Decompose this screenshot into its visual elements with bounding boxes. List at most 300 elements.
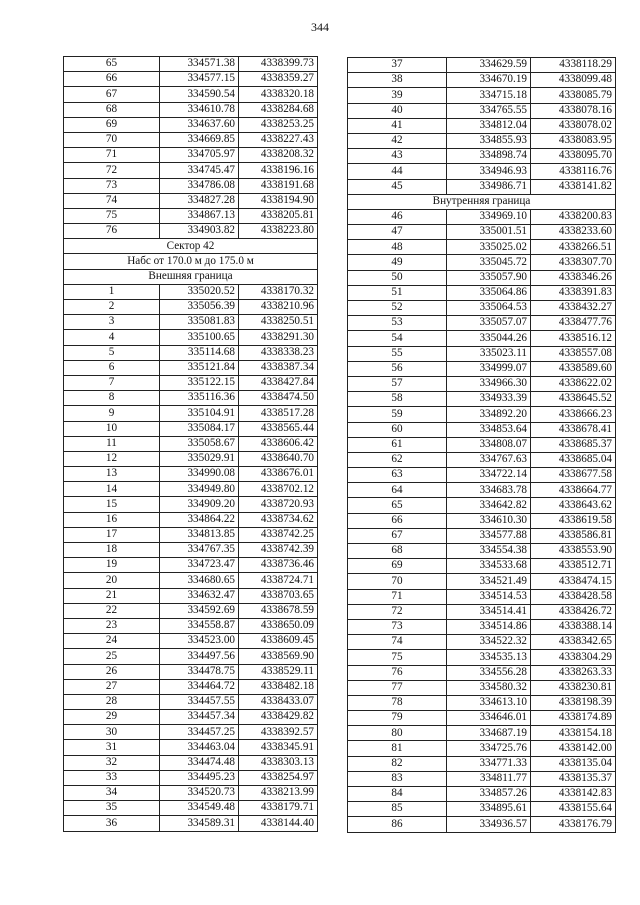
x-coordinate-cell: 334613.10 xyxy=(447,695,531,710)
table-row xyxy=(348,361,616,376)
y-coordinate-cell: 4338664.77 xyxy=(531,483,616,498)
point-number-cell: 37 xyxy=(348,58,447,73)
y-coordinate-cell: 4338142.83 xyxy=(531,787,616,802)
y-coordinate-cell: 4338233.60 xyxy=(531,225,616,240)
table-row xyxy=(348,225,616,240)
y-coordinate-cell: 4338392.57 xyxy=(239,725,318,740)
y-coordinate-cell: 4338517.28 xyxy=(239,406,318,421)
table-row xyxy=(64,375,318,390)
point-number-cell: 70 xyxy=(64,132,160,147)
table-row xyxy=(348,452,616,467)
section-header-row xyxy=(64,239,318,254)
table-row xyxy=(348,771,616,786)
x-coordinate-cell: 334523.00 xyxy=(160,634,239,649)
x-coordinate-cell: 334514.41 xyxy=(447,604,531,619)
point-number-cell: 32 xyxy=(64,755,160,770)
y-coordinate-cell: 4338516.12 xyxy=(531,331,616,346)
point-number-cell: 71 xyxy=(64,148,160,163)
y-coordinate-cell: 4338720.93 xyxy=(239,497,318,512)
x-coordinate-cell: 334521.49 xyxy=(447,574,531,589)
point-number-cell: 50 xyxy=(348,270,447,285)
x-coordinate-cell: 334986.71 xyxy=(447,179,531,194)
table-row xyxy=(64,482,318,497)
table-row xyxy=(64,618,318,633)
y-coordinate-cell: 4338565.44 xyxy=(239,421,318,436)
table-row xyxy=(348,118,616,133)
point-number-cell: 72 xyxy=(64,163,160,178)
point-number-cell: 66 xyxy=(64,72,160,87)
y-coordinate-cell: 4338170.32 xyxy=(239,284,318,299)
y-coordinate-cell: 4338078.02 xyxy=(531,118,616,133)
table-row xyxy=(348,817,616,832)
y-coordinate-cell: 4338432.27 xyxy=(531,301,616,316)
y-coordinate-cell: 4338291.30 xyxy=(239,330,318,345)
table-row xyxy=(348,285,616,300)
y-coordinate-cell: 4338678.59 xyxy=(239,603,318,618)
x-coordinate-cell: 334463.04 xyxy=(160,740,239,755)
x-coordinate-cell: 334909.20 xyxy=(160,497,239,512)
y-coordinate-cell: 4338250.51 xyxy=(239,315,318,330)
y-coordinate-cell: 4338078.16 xyxy=(531,103,616,118)
table-row xyxy=(64,391,318,406)
point-number-cell: 9 xyxy=(64,406,160,421)
point-number-cell: 43 xyxy=(348,149,447,164)
table-row xyxy=(64,527,318,542)
table-row xyxy=(64,558,318,573)
y-coordinate-cell: 4338569.90 xyxy=(239,649,318,664)
point-number-cell: 35 xyxy=(64,801,160,816)
table-row xyxy=(348,559,616,574)
point-number-cell: 28 xyxy=(64,694,160,709)
point-number-cell: 68 xyxy=(64,102,160,117)
point-number-cell: 65 xyxy=(64,57,160,72)
table-row xyxy=(348,574,616,589)
x-coordinate-cell: 334767.35 xyxy=(160,543,239,558)
x-coordinate-cell: 334497.56 xyxy=(160,649,239,664)
y-coordinate-cell: 4338650.09 xyxy=(239,618,318,633)
x-coordinate-cell: 334765.55 xyxy=(447,103,531,118)
point-number-cell: 56 xyxy=(348,361,447,376)
x-coordinate-cell: 334786.08 xyxy=(160,178,239,193)
x-coordinate-cell: 334669.85 xyxy=(160,132,239,147)
y-coordinate-cell: 4338609.45 xyxy=(239,634,318,649)
point-number-cell: 7 xyxy=(64,375,160,390)
point-number-cell: 80 xyxy=(348,726,447,741)
point-number-cell: 78 xyxy=(348,695,447,710)
point-number-cell: 82 xyxy=(348,756,447,771)
y-coordinate-cell: 4338640.70 xyxy=(239,451,318,466)
table-row xyxy=(348,209,616,224)
y-coordinate-cell: 4338155.64 xyxy=(531,802,616,817)
coordinates-table-right xyxy=(347,57,616,833)
section-header: Внешняя граница xyxy=(64,269,318,284)
point-number-cell: 70 xyxy=(348,574,447,589)
x-coordinate-cell: 334629.59 xyxy=(447,58,531,73)
table-row xyxy=(348,316,616,331)
table-row xyxy=(348,407,616,422)
x-coordinate-cell: 334892.20 xyxy=(447,407,531,422)
y-coordinate-cell: 4338474.15 xyxy=(531,574,616,589)
point-number-cell: 62 xyxy=(348,452,447,467)
x-coordinate-cell: 334949.80 xyxy=(160,482,239,497)
point-number-cell: 63 xyxy=(348,468,447,483)
y-coordinate-cell: 4338426.72 xyxy=(531,604,616,619)
point-number-cell: 85 xyxy=(348,802,447,817)
section-header: Набс от 170.0 м до 175.0 м xyxy=(64,254,318,269)
section-header-row xyxy=(64,254,318,269)
table-row xyxy=(64,634,318,649)
table-row xyxy=(348,437,616,452)
x-coordinate-cell: 334933.39 xyxy=(447,392,531,407)
y-coordinate-cell: 4338142.00 xyxy=(531,741,616,756)
y-coordinate-cell: 4338742.25 xyxy=(239,527,318,542)
point-number-cell: 22 xyxy=(64,603,160,618)
table-row xyxy=(348,680,616,695)
table-row xyxy=(348,589,616,604)
x-coordinate-cell: 335044.26 xyxy=(447,331,531,346)
y-coordinate-cell: 4338194.90 xyxy=(239,193,318,208)
point-number-cell: 74 xyxy=(64,193,160,208)
x-coordinate-cell: 334946.93 xyxy=(447,164,531,179)
y-coordinate-cell: 4338320.18 xyxy=(239,87,318,102)
table-row xyxy=(64,330,318,345)
x-coordinate-cell: 334556.28 xyxy=(447,665,531,680)
table-row xyxy=(64,193,318,208)
table-row xyxy=(64,588,318,603)
point-number-cell: 24 xyxy=(64,634,160,649)
table-row xyxy=(348,270,616,285)
y-coordinate-cell: 4338191.68 xyxy=(239,178,318,193)
y-coordinate-cell: 4338482.18 xyxy=(239,679,318,694)
x-coordinate-cell: 335084.17 xyxy=(160,421,239,436)
table-row xyxy=(64,664,318,679)
table-row xyxy=(64,117,318,132)
x-coordinate-cell: 335114.68 xyxy=(160,345,239,360)
table-row xyxy=(64,345,318,360)
x-coordinate-cell: 335104.91 xyxy=(160,406,239,421)
x-coordinate-cell: 334808.07 xyxy=(447,437,531,452)
x-coordinate-cell: 334580.32 xyxy=(447,680,531,695)
table-row xyxy=(64,770,318,785)
table-row xyxy=(64,497,318,512)
y-coordinate-cell: 4338135.04 xyxy=(531,756,616,771)
table-row xyxy=(64,543,318,558)
y-coordinate-cell: 4338144.40 xyxy=(239,816,318,831)
point-number-cell: 3 xyxy=(64,315,160,330)
x-coordinate-cell: 334936.57 xyxy=(447,817,531,832)
point-number-cell: 55 xyxy=(348,346,447,361)
table-row xyxy=(348,255,616,270)
x-coordinate-cell: 334571.38 xyxy=(160,57,239,72)
y-coordinate-cell: 4338433.07 xyxy=(239,694,318,709)
point-number-cell: 23 xyxy=(64,618,160,633)
point-number-cell: 69 xyxy=(348,559,447,574)
table-row xyxy=(348,483,616,498)
page-number: 344 xyxy=(311,20,329,34)
y-coordinate-cell: 4338135.37 xyxy=(531,771,616,786)
x-coordinate-cell: 335023.11 xyxy=(447,346,531,361)
table-row xyxy=(348,58,616,73)
y-coordinate-cell: 4338736.46 xyxy=(239,558,318,573)
x-coordinate-cell: 334999.07 xyxy=(447,361,531,376)
y-coordinate-cell: 4338685.37 xyxy=(531,437,616,452)
table-row xyxy=(64,72,318,87)
y-coordinate-cell: 4338223.80 xyxy=(239,224,318,239)
y-coordinate-cell: 4338118.29 xyxy=(531,58,616,73)
x-coordinate-cell: 334857.26 xyxy=(447,787,531,802)
point-number-cell: 2 xyxy=(64,300,160,315)
point-number-cell: 73 xyxy=(348,619,447,634)
x-coordinate-cell: 335081.83 xyxy=(160,315,239,330)
x-coordinate-cell: 334725.76 xyxy=(447,741,531,756)
x-coordinate-cell: 334478.75 xyxy=(160,664,239,679)
point-number-cell: 54 xyxy=(348,331,447,346)
point-number-cell: 4 xyxy=(64,330,160,345)
x-coordinate-cell: 335057.90 xyxy=(447,270,531,285)
table-row xyxy=(348,635,616,650)
x-coordinate-cell: 335100.65 xyxy=(160,330,239,345)
x-coordinate-cell: 334522.32 xyxy=(447,635,531,650)
table-row xyxy=(64,801,318,816)
table-row xyxy=(348,301,616,316)
point-number-cell: 51 xyxy=(348,285,447,300)
point-number-cell: 12 xyxy=(64,451,160,466)
point-number-cell: 74 xyxy=(348,635,447,650)
x-coordinate-cell: 334589.31 xyxy=(160,816,239,831)
table-row xyxy=(64,178,318,193)
table-row xyxy=(348,528,616,543)
x-coordinate-cell: 335116.36 xyxy=(160,391,239,406)
table-row xyxy=(348,468,616,483)
x-coordinate-cell: 335058.67 xyxy=(160,436,239,451)
y-coordinate-cell: 4338622.02 xyxy=(531,376,616,391)
x-coordinate-cell: 334495.23 xyxy=(160,770,239,785)
point-number-cell: 49 xyxy=(348,255,447,270)
point-number-cell: 60 xyxy=(348,422,447,437)
point-number-cell: 31 xyxy=(64,740,160,755)
point-number-cell: 14 xyxy=(64,482,160,497)
table-row xyxy=(64,573,318,588)
x-coordinate-cell: 334745.47 xyxy=(160,163,239,178)
y-coordinate-cell: 4338702.12 xyxy=(239,482,318,497)
point-number-cell: 52 xyxy=(348,301,447,316)
coordinates-table-left xyxy=(63,56,318,832)
y-coordinate-cell: 4338645.52 xyxy=(531,392,616,407)
y-coordinate-cell: 4338529.11 xyxy=(239,664,318,679)
point-number-cell: 83 xyxy=(348,771,447,786)
point-number-cell: 15 xyxy=(64,497,160,512)
x-coordinate-cell: 334464.72 xyxy=(160,679,239,694)
y-coordinate-cell: 4338391.83 xyxy=(531,285,616,300)
y-coordinate-cell: 4338474.50 xyxy=(239,391,318,406)
table-row xyxy=(348,240,616,255)
table-row xyxy=(64,740,318,755)
x-coordinate-cell: 334853.64 xyxy=(447,422,531,437)
x-coordinate-cell: 334812.04 xyxy=(447,118,531,133)
y-coordinate-cell: 4338619.58 xyxy=(531,513,616,528)
x-coordinate-cell: 334811.77 xyxy=(447,771,531,786)
y-coordinate-cell: 4338428.58 xyxy=(531,589,616,604)
table-row xyxy=(64,451,318,466)
y-coordinate-cell: 4338099.48 xyxy=(531,73,616,88)
table-row xyxy=(64,224,318,239)
y-coordinate-cell: 4338179.71 xyxy=(239,801,318,816)
table-row xyxy=(64,148,318,163)
table-row xyxy=(64,679,318,694)
x-coordinate-cell: 334577.88 xyxy=(447,528,531,543)
point-number-cell: 69 xyxy=(64,117,160,132)
table-row xyxy=(348,179,616,194)
y-coordinate-cell: 4338208.32 xyxy=(239,148,318,163)
x-coordinate-cell: 334683.78 xyxy=(447,483,531,498)
point-number-cell: 11 xyxy=(64,436,160,451)
y-coordinate-cell: 4338703.65 xyxy=(239,588,318,603)
table-row xyxy=(64,284,318,299)
point-number-cell: 76 xyxy=(348,665,447,680)
y-coordinate-cell: 4338154.18 xyxy=(531,726,616,741)
table-row xyxy=(64,467,318,482)
x-coordinate-cell: 334715.18 xyxy=(447,88,531,103)
table-row xyxy=(64,512,318,527)
y-coordinate-cell: 4338085.79 xyxy=(531,88,616,103)
x-coordinate-cell: 334457.55 xyxy=(160,694,239,709)
section-header: Внутренняя граница xyxy=(348,194,616,209)
x-coordinate-cell: 334855.93 xyxy=(447,133,531,148)
y-coordinate-cell: 4338083.95 xyxy=(531,133,616,148)
x-coordinate-cell: 335001.51 xyxy=(447,225,531,240)
point-number-cell: 73 xyxy=(64,178,160,193)
y-coordinate-cell: 4338734.62 xyxy=(239,512,318,527)
y-coordinate-cell: 4338477.76 xyxy=(531,316,616,331)
table-row xyxy=(348,103,616,118)
point-number-cell: 64 xyxy=(348,483,447,498)
table-row xyxy=(64,132,318,147)
x-coordinate-cell: 334514.53 xyxy=(447,589,531,604)
point-number-cell: 53 xyxy=(348,316,447,331)
y-coordinate-cell: 4338677.58 xyxy=(531,468,616,483)
point-number-cell: 42 xyxy=(348,133,447,148)
y-coordinate-cell: 4338557.08 xyxy=(531,346,616,361)
x-coordinate-cell: 334590.54 xyxy=(160,87,239,102)
table-row xyxy=(348,787,616,802)
y-coordinate-cell: 4338116.76 xyxy=(531,164,616,179)
x-coordinate-cell: 334966.30 xyxy=(447,376,531,391)
y-coordinate-cell: 4338678.41 xyxy=(531,422,616,437)
point-number-cell: 58 xyxy=(348,392,447,407)
y-coordinate-cell: 4338589.60 xyxy=(531,361,616,376)
y-coordinate-cell: 4338359.27 xyxy=(239,72,318,87)
point-number-cell: 67 xyxy=(348,528,447,543)
table-row xyxy=(348,665,616,680)
x-coordinate-cell: 334687.19 xyxy=(447,726,531,741)
point-number-cell: 81 xyxy=(348,741,447,756)
x-coordinate-cell: 334533.68 xyxy=(447,559,531,574)
table-row xyxy=(64,87,318,102)
x-coordinate-cell: 334637.60 xyxy=(160,117,239,132)
x-coordinate-cell: 334558.87 xyxy=(160,618,239,633)
x-coordinate-cell: 334554.38 xyxy=(447,544,531,559)
y-coordinate-cell: 4338429.82 xyxy=(239,710,318,725)
point-number-cell: 19 xyxy=(64,558,160,573)
point-number-cell: 21 xyxy=(64,588,160,603)
point-number-cell: 41 xyxy=(348,118,447,133)
table-row xyxy=(64,315,318,330)
table-row xyxy=(64,436,318,451)
table-row xyxy=(348,726,616,741)
point-number-cell: 48 xyxy=(348,240,447,255)
table-row xyxy=(348,133,616,148)
table-row xyxy=(64,710,318,725)
table-row xyxy=(348,695,616,710)
x-coordinate-cell: 335025.02 xyxy=(447,240,531,255)
x-coordinate-cell: 334610.30 xyxy=(447,513,531,528)
table-row xyxy=(348,650,616,665)
point-number-cell: 38 xyxy=(348,73,447,88)
x-coordinate-cell: 334722.14 xyxy=(447,468,531,483)
section-header: Сектор 42 xyxy=(64,239,318,254)
y-coordinate-cell: 4338388.14 xyxy=(531,619,616,634)
point-number-cell: 59 xyxy=(348,407,447,422)
y-coordinate-cell: 4338346.26 xyxy=(531,270,616,285)
y-coordinate-cell: 4338342.65 xyxy=(531,635,616,650)
point-number-cell: 68 xyxy=(348,544,447,559)
table-row xyxy=(64,406,318,421)
y-coordinate-cell: 4338176.79 xyxy=(531,817,616,832)
y-coordinate-cell: 4338399.73 xyxy=(239,57,318,72)
x-coordinate-cell: 334680.65 xyxy=(160,573,239,588)
table-row xyxy=(64,694,318,709)
point-number-cell: 66 xyxy=(348,513,447,528)
y-coordinate-cell: 4338095.70 xyxy=(531,149,616,164)
x-coordinate-cell: 334457.25 xyxy=(160,725,239,740)
table-row xyxy=(348,149,616,164)
y-coordinate-cell: 4338196.16 xyxy=(239,163,318,178)
y-coordinate-cell: 4338606.42 xyxy=(239,436,318,451)
y-coordinate-cell: 4338263.33 xyxy=(531,665,616,680)
x-coordinate-cell: 335020.52 xyxy=(160,284,239,299)
table-row xyxy=(348,756,616,771)
point-number-cell: 29 xyxy=(64,710,160,725)
y-coordinate-cell: 4338266.51 xyxy=(531,240,616,255)
table-row xyxy=(64,102,318,117)
y-coordinate-cell: 4338553.90 xyxy=(531,544,616,559)
x-coordinate-cell: 335064.53 xyxy=(447,301,531,316)
y-coordinate-cell: 4338685.04 xyxy=(531,452,616,467)
table-row xyxy=(64,816,318,831)
point-number-cell: 39 xyxy=(348,88,447,103)
point-number-cell: 77 xyxy=(348,680,447,695)
y-coordinate-cell: 4338230.81 xyxy=(531,680,616,695)
table-row xyxy=(64,57,318,72)
y-coordinate-cell: 4338427.84 xyxy=(239,375,318,390)
x-coordinate-cell: 334610.78 xyxy=(160,102,239,117)
x-coordinate-cell: 334705.97 xyxy=(160,148,239,163)
x-coordinate-cell: 335064.86 xyxy=(447,285,531,300)
y-coordinate-cell: 4338141.82 xyxy=(531,179,616,194)
table-row xyxy=(348,741,616,756)
x-coordinate-cell: 334549.48 xyxy=(160,801,239,816)
y-coordinate-cell: 4338213.99 xyxy=(239,786,318,801)
point-number-cell: 40 xyxy=(348,103,447,118)
y-coordinate-cell: 4338304.29 xyxy=(531,650,616,665)
x-coordinate-cell: 334813.85 xyxy=(160,527,239,542)
point-number-cell: 18 xyxy=(64,543,160,558)
x-coordinate-cell: 334969.10 xyxy=(447,209,531,224)
y-coordinate-cell: 4338253.25 xyxy=(239,117,318,132)
table-row xyxy=(348,498,616,513)
table-row xyxy=(64,208,318,223)
point-number-cell: 8 xyxy=(64,391,160,406)
